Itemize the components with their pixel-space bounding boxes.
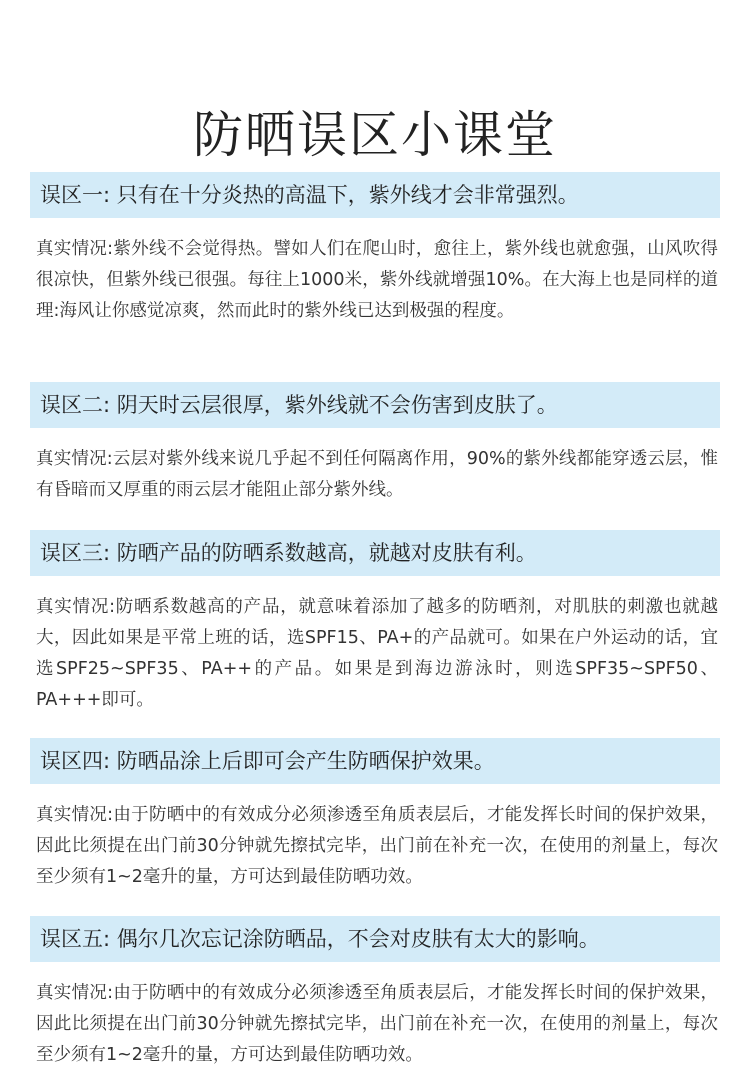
myth-section-5 <box>30 916 720 1071</box>
myth-explanation-2: 真实情况:云层对紫外线来说几乎起不到任何隔离作用，90%的紫外线都能穿透云层，惟有昏暗而又厚重的雨云层才能阻止部分紫外线。 <box>36 449 718 500</box>
myth-heading-1: 误区一: 只有在十分炎热的高温下，紫外线才会非常强烈。 <box>30 172 720 218</box>
myth-section-3 <box>30 530 720 716</box>
myth-explanation-5: 真实情况:由于防晒中的有效成分必须渗透至角质表层后，才能发挥长时间的保护效果，因此比须提在出门前30分钟就先擦拭完毕，出门前在补充一次，在使用的剂量上，每次至少须有1~2毫升的量，方可达到最佳防晒功效。 <box>36 983 718 1065</box>
myth-heading-4: 误区四: 防晒品涂上后即可会产生防晒保护效果。 <box>30 738 720 784</box>
myth-heading-3: 误区三: 防晒产品的防晒系数越高，就越对皮肤有利。 <box>30 530 720 576</box>
myth-section-4 <box>30 738 720 893</box>
myth-heading-5: 误区五: 偶尔几次忘记涂防晒品，不会对皮肤有太大的影响。 <box>30 916 720 962</box>
page-title: 防晒误区小课堂 <box>193 105 557 164</box>
myth-heading-2: 误区二: 阴天时云层很厚，紫外线就不会伤害到皮肤了。 <box>30 382 720 428</box>
myth-explanation-4: 真实情况:由于防晒中的有效成分必须渗透至角质表层后，才能发挥长时间的保护效果，因此比须提在出门前30分钟就先擦拭完毕，出门前在补充一次，在使用的剂量上，每次至少须有1~2毫升的量，方可达到最佳防晒功效。 <box>36 805 718 887</box>
myth-explanation-1: 真实情况:紫外线不会觉得热。譬如人们在爬山时，愈往上，紫外线也就愈强，山风吹得很凉快，但紫外线已很强。每往上1000米，紫外线就增强10%。在大海上也是同样的道理:海风让你感觉凉爽，然而此时的紫外线已达到极强的程度。 <box>36 239 718 321</box>
myth-explanation-3: 真实情况:防晒系数越高的产品，就意味着添加了越多的防晒剂，对肌肤的刺激也就越大，因此如果是平常上班的话，选SPF15、PA+的产品就可。如果在户外运动的话，宜选SPF25~SPF35、PA++的产品。如果是到海边游泳时，则选SPF35~SPF50、PA+++即可。 <box>36 597 718 710</box>
myth-section-2 <box>30 382 720 506</box>
myth-section-1 <box>30 172 720 327</box>
